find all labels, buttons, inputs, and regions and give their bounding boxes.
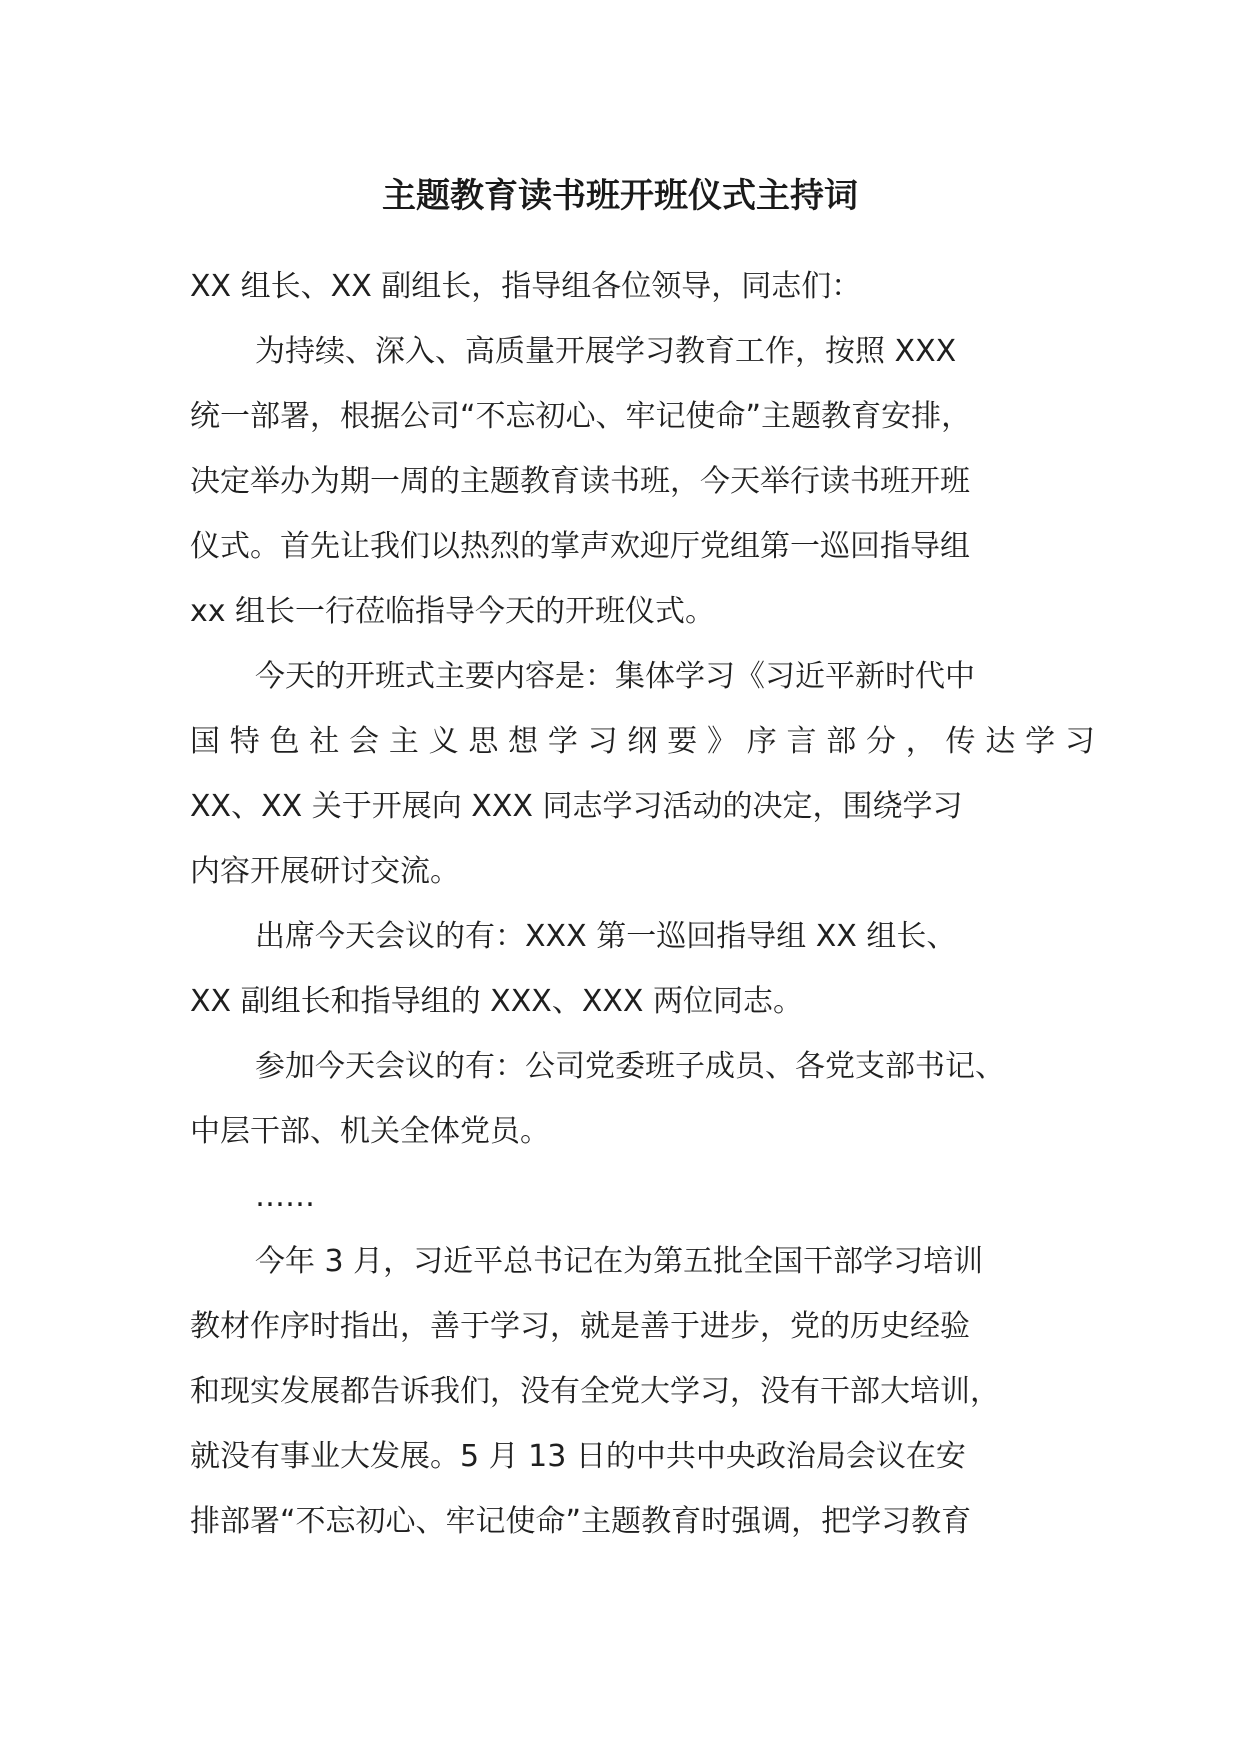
body-line-char: 思 — [468, 724, 499, 759]
body-line: XX、XX 关于开展向 XXX 同志学习活动的决定，围绕学习 — [190, 789, 963, 824]
body-line-char: 要 — [667, 724, 698, 759]
document-title: 主题教育读书班开班仪式主持词 — [382, 176, 858, 216]
body-line-char: 义 — [428, 724, 459, 759]
body-line-char: 序 — [746, 724, 777, 759]
body-line: 和现实发展都告诉我们，没有全党大学习，没有干部大培训， — [190, 1374, 1000, 1409]
body-line: 仪式。首先让我们以热烈的掌声欢迎厅党组第一巡回指导组 — [190, 529, 970, 564]
body-line-char: ， — [905, 724, 936, 759]
body-line: 为持续、深入、高质量开展学习教育工作，按照 XXX — [255, 334, 957, 369]
salutation-line: XX 组长、XX 副组长，指导组各位领导，同志们： — [190, 269, 862, 304]
body-line-char: 达 — [985, 724, 1016, 759]
body-line-char: 分 — [866, 724, 897, 759]
body-line: 教材作序时指出，善于学习，就是善于进步，党的历史经验 — [190, 1309, 970, 1344]
body-line: 就没有事业大发展。5 月 13 日的中共中央政治局会议在安 — [190, 1439, 966, 1474]
body-line-char: 想 — [508, 724, 539, 759]
body-line: 中层干部、机关全体党员。 — [190, 1114, 550, 1149]
body-line-char: 传 — [945, 724, 976, 759]
body-line: 决定举办为期一周的主题教育读书班，今天举行读书班开班 — [190, 464, 970, 499]
body-line: 排部署“不忘初心、牢记使命”主题教育时强调，把学习教育 — [190, 1504, 972, 1539]
body-line-char: 色 — [269, 724, 300, 759]
body-line-char: 学 — [1025, 724, 1056, 759]
body-line: 统一部署，根据公司“不忘初心、牢记使命”主题教育安排， — [190, 399, 972, 434]
body-line-char: 学 — [547, 724, 578, 759]
document-body — [190, 254, 1095, 1554]
body-line: 内容开展研讨交流。 — [190, 854, 460, 889]
body-line-char: 》 — [706, 724, 737, 759]
body-line-char: 部 — [826, 724, 857, 759]
body-line: 今年 3 月，习近平总书记在为第五批全国干部学习培训 — [255, 1244, 984, 1279]
body-line: xx 组长一行莅临指导今天的开班仪式。 — [190, 594, 716, 629]
body-line-char: 纲 — [627, 724, 658, 759]
body-line-char: 会 — [349, 724, 380, 759]
body-line: 今天的开班式主要内容是：集体学习《习近平新时代中 — [255, 659, 975, 694]
body-line-char: 习 — [587, 724, 618, 759]
ellipsis-line: …… — [255, 1179, 315, 1214]
body-line-justified — [190, 709, 1095, 774]
body-line-char: 国 — [190, 724, 220, 759]
body-line: XX 副组长和指导组的 XXX、XXX 两位同志。 — [190, 984, 804, 1019]
body-line-char: 特 — [229, 724, 260, 759]
body-line-char: 社 — [309, 724, 340, 759]
body-line-char: 习 — [1064, 724, 1095, 759]
body-line: 出席今天会议的有：XXX 第一巡回指导组 XX 组长、 — [255, 919, 957, 954]
body-line-char: 言 — [786, 724, 817, 759]
body-line-char: 主 — [388, 724, 419, 759]
body-line: 参加今天会议的有：公司党委班子成员、各党支部书记、 — [255, 1049, 1005, 1084]
